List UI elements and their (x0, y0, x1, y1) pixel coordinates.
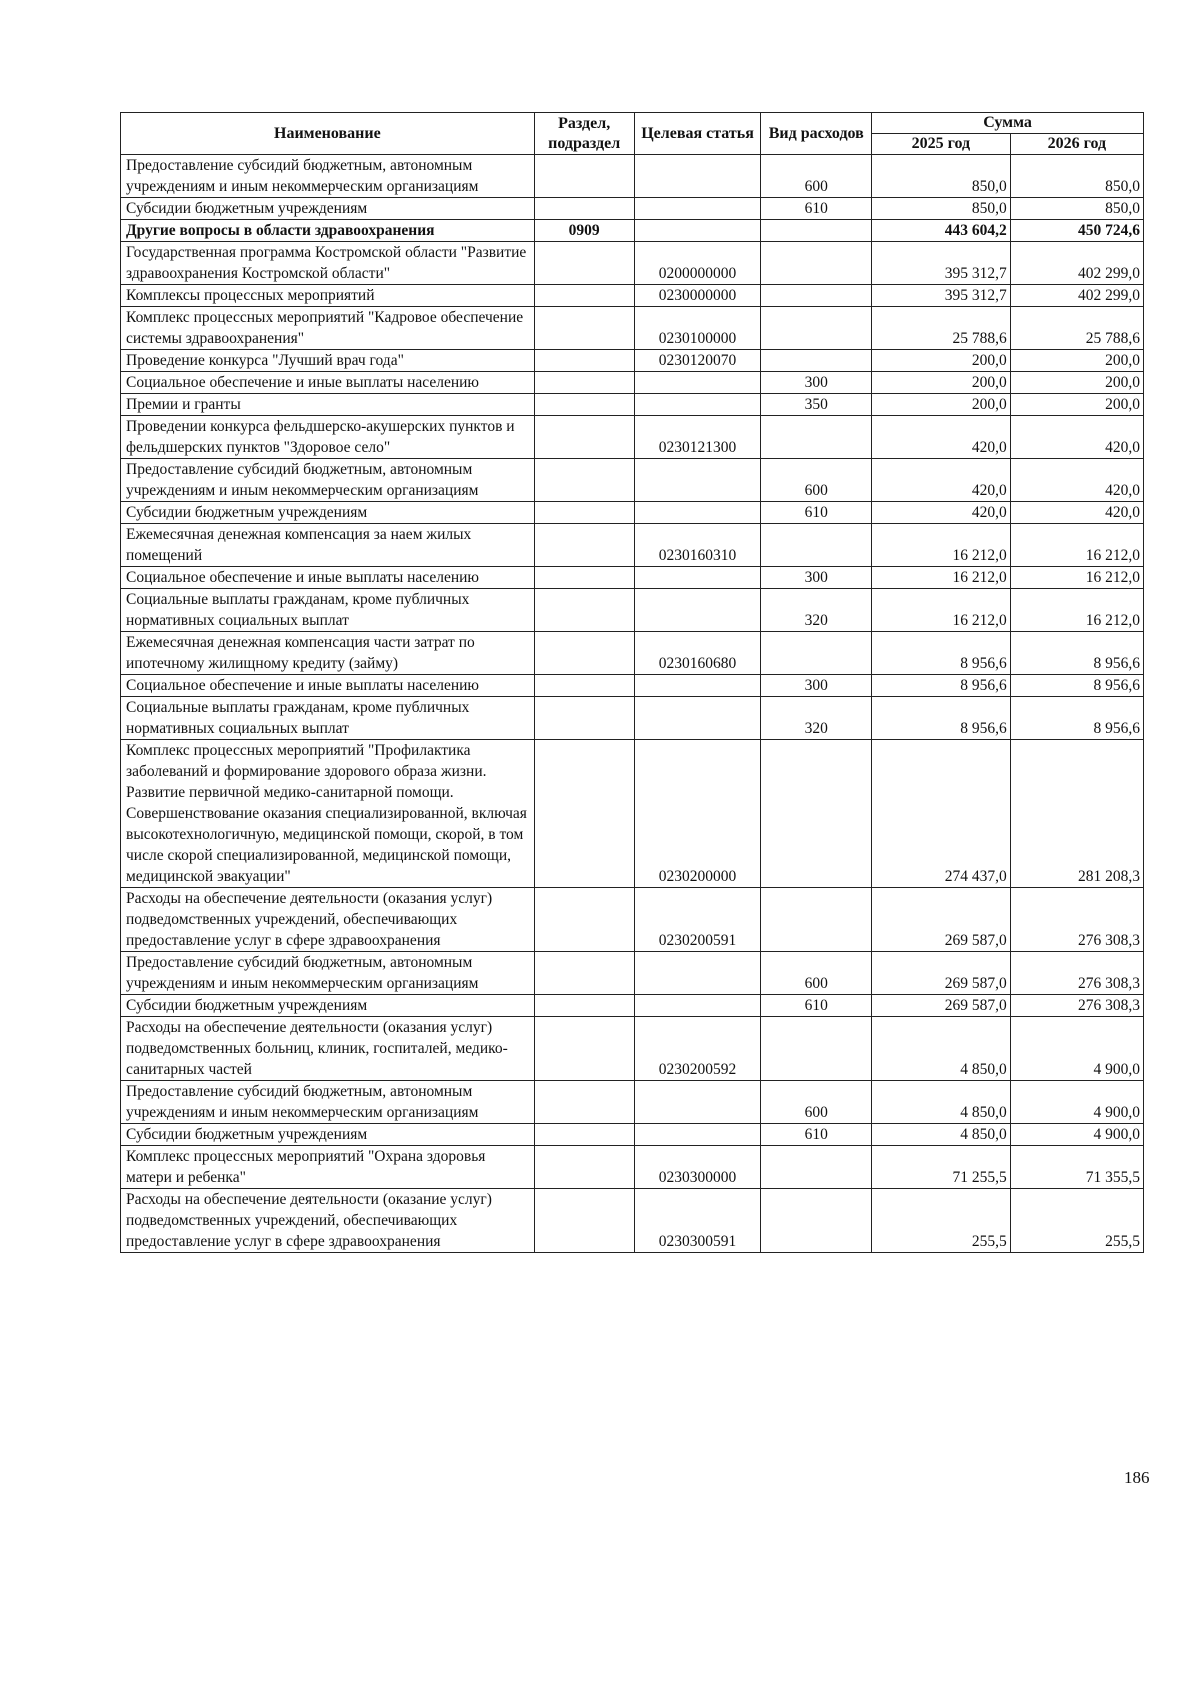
cell-2026: 16 212,0 (1010, 589, 1143, 632)
cell-kind (761, 416, 872, 459)
table-row (121, 155, 1144, 198)
cell-kind (761, 350, 872, 372)
cell-name: Социальное обеспечение и иные выплаты населению (121, 372, 535, 394)
cell-name: Социальное обеспечение и иные выплаты населению (121, 675, 535, 697)
cell-section (534, 155, 634, 198)
header-kind: Вид расходов (761, 113, 872, 155)
table-row (121, 740, 1144, 888)
table-row (121, 350, 1144, 372)
cell-target (634, 952, 761, 995)
table-row (121, 567, 1144, 589)
cell-name: Комплекс процессных мероприятий "Охрана здоровья матери и ребенка" (121, 1146, 535, 1189)
cell-2026: 200,0 (1010, 372, 1143, 394)
cell-2025: 4 850,0 (872, 1124, 1011, 1146)
cell-kind (761, 220, 872, 242)
header-sum: Сумма (872, 113, 1144, 134)
cell-target: 0230000000 (634, 285, 761, 307)
cell-target (634, 995, 761, 1017)
table-row (121, 198, 1144, 220)
cell-target: 0230100000 (634, 307, 761, 350)
cell-section (534, 372, 634, 394)
cell-2026: 276 308,3 (1010, 888, 1143, 952)
cell-name: Субсидии бюджетным учреждениям (121, 1124, 535, 1146)
cell-section (534, 285, 634, 307)
cell-2026: 850,0 (1010, 155, 1143, 198)
cell-2026: 71 355,5 (1010, 1146, 1143, 1189)
cell-name: Предоставление субсидий бюджетным, автономным учреждениям и иным некоммерческим организациям (121, 459, 535, 502)
table-row (121, 524, 1144, 567)
table-row (121, 220, 1144, 242)
cell-target (634, 198, 761, 220)
cell-section (534, 1081, 634, 1124)
cell-2026: 255,5 (1010, 1189, 1143, 1253)
cell-2026: 8 956,6 (1010, 697, 1143, 740)
cell-name: Комплексы процессных мероприятий (121, 285, 535, 307)
cell-name: Ежемесячная денежная компенсация части затрат по ипотечному жилищному кредиту (займу) (121, 632, 535, 675)
cell-name: Премии и гранты (121, 394, 535, 416)
cell-target (634, 220, 761, 242)
cell-2025: 395 312,7 (872, 242, 1011, 285)
cell-name: Субсидии бюджетным учреждениям (121, 502, 535, 524)
cell-target (634, 372, 761, 394)
cell-target: 0230300000 (634, 1146, 761, 1189)
cell-kind: 610 (761, 502, 872, 524)
header-year-2026: 2026 год (1010, 134, 1143, 155)
cell-target (634, 394, 761, 416)
header-section: Раздел, подраздел (534, 113, 634, 155)
cell-section (534, 1146, 634, 1189)
cell-kind: 350 (761, 394, 872, 416)
cell-section (534, 1124, 634, 1146)
budget-table (120, 112, 1144, 1253)
cell-target: 0230200592 (634, 1017, 761, 1081)
table-row (121, 372, 1144, 394)
cell-2025: 25 788,6 (872, 307, 1011, 350)
cell-2025: 420,0 (872, 416, 1011, 459)
cell-2025: 16 212,0 (872, 567, 1011, 589)
cell-target: 0230160310 (634, 524, 761, 567)
cell-kind: 300 (761, 567, 872, 589)
cell-section (534, 394, 634, 416)
cell-kind (761, 242, 872, 285)
cell-target: 0230121300 (634, 416, 761, 459)
cell-target (634, 675, 761, 697)
cell-target (634, 502, 761, 524)
cell-2026: 200,0 (1010, 394, 1143, 416)
cell-2025: 269 587,0 (872, 888, 1011, 952)
cell-kind (761, 1189, 872, 1253)
cell-section (534, 697, 634, 740)
table-row (121, 995, 1144, 1017)
cell-2025: 850,0 (872, 198, 1011, 220)
cell-section (534, 1189, 634, 1253)
cell-kind: 320 (761, 697, 872, 740)
cell-name: Предоставление субсидий бюджетным, автономным учреждениям и иным некоммерческим организациям (121, 155, 535, 198)
cell-target (634, 1124, 761, 1146)
cell-2026: 4 900,0 (1010, 1017, 1143, 1081)
cell-2026: 276 308,3 (1010, 952, 1143, 995)
cell-2025: 420,0 (872, 502, 1011, 524)
cell-2025: 16 212,0 (872, 589, 1011, 632)
cell-target (634, 459, 761, 502)
table-row (121, 675, 1144, 697)
cell-2025: 443 604,2 (872, 220, 1011, 242)
cell-section (534, 589, 634, 632)
table-row (121, 589, 1144, 632)
cell-kind (761, 1146, 872, 1189)
cell-kind: 300 (761, 372, 872, 394)
cell-section (534, 198, 634, 220)
cell-name: Ежемесячная денежная компенсация за наем жилых помещений (121, 524, 535, 567)
cell-2026: 8 956,6 (1010, 632, 1143, 675)
cell-2025: 200,0 (872, 372, 1011, 394)
table-body (121, 155, 1144, 1253)
cell-2026: 8 956,6 (1010, 675, 1143, 697)
cell-name: Проведении конкурса фельдшерско-акушерских пунктов и фельдшерских пунктов "Здоровое село" (121, 416, 535, 459)
cell-2026: 200,0 (1010, 350, 1143, 372)
cell-kind (761, 1017, 872, 1081)
cell-2026: 4 900,0 (1010, 1124, 1143, 1146)
cell-2025: 420,0 (872, 459, 1011, 502)
cell-2026: 402 299,0 (1010, 285, 1143, 307)
table-row (121, 1189, 1144, 1253)
cell-section (534, 740, 634, 888)
cell-2026: 16 212,0 (1010, 524, 1143, 567)
cell-2026: 276 308,3 (1010, 995, 1143, 1017)
table-row (121, 242, 1144, 285)
table-row (121, 285, 1144, 307)
cell-target: 0230300591 (634, 1189, 761, 1253)
cell-2026: 402 299,0 (1010, 242, 1143, 285)
cell-2025: 850,0 (872, 155, 1011, 198)
cell-kind: 600 (761, 459, 872, 502)
header-target: Целевая статья (634, 113, 761, 155)
cell-target (634, 589, 761, 632)
cell-2025: 255,5 (872, 1189, 1011, 1253)
cell-target (634, 155, 761, 198)
cell-kind: 610 (761, 1124, 872, 1146)
table-row (121, 952, 1144, 995)
cell-2026: 281 208,3 (1010, 740, 1143, 888)
table-row (121, 416, 1144, 459)
cell-2025: 4 850,0 (872, 1017, 1011, 1081)
header-year-2025: 2025 год (872, 134, 1011, 155)
cell-kind (761, 632, 872, 675)
cell-2026: 850,0 (1010, 198, 1143, 220)
cell-kind (761, 307, 872, 350)
cell-2025: 71 255,5 (872, 1146, 1011, 1189)
table-row (121, 1124, 1144, 1146)
header-row (121, 113, 1144, 134)
cell-name: Предоставление субсидий бюджетным, автономным учреждениям и иным некоммерческим организациям (121, 1081, 535, 1124)
cell-name: Государственная программа Костромской области "Развитие здравоохранения Костромской области" (121, 242, 535, 285)
cell-section (534, 242, 634, 285)
cell-name: Комплекс процессных мероприятий "Профилактика заболеваний и формирование здорового образа жизни. Развитие первичной медико-санитарной помощи. Совершенствование оказания специализированной, включая высокотехнологичную, медицинской помощи, скорой, в том числе скорой специализированной, медицинской помощи, медицинской эвакуации" (121, 740, 535, 888)
cell-name: Социальные выплаты гражданам, кроме публичных нормативных социальных выплат (121, 697, 535, 740)
cell-target (634, 697, 761, 740)
cell-name: Предоставление субсидий бюджетным, автономным учреждениям и иным некоммерческим организациям (121, 952, 535, 995)
cell-2025: 269 587,0 (872, 952, 1011, 995)
cell-section (534, 459, 634, 502)
cell-section (534, 416, 634, 459)
cell-kind: 320 (761, 589, 872, 632)
cell-2025: 4 850,0 (872, 1081, 1011, 1124)
cell-kind: 610 (761, 198, 872, 220)
cell-section (534, 888, 634, 952)
table-row (121, 697, 1144, 740)
table-row (121, 307, 1144, 350)
cell-target: 0230160680 (634, 632, 761, 675)
cell-name: Социальное обеспечение и иные выплаты населению (121, 567, 535, 589)
table-row (121, 888, 1144, 952)
cell-2025: 8 956,6 (872, 675, 1011, 697)
cell-2025: 395 312,7 (872, 285, 1011, 307)
cell-kind: 300 (761, 675, 872, 697)
table-row (121, 502, 1144, 524)
cell-2025: 200,0 (872, 350, 1011, 372)
cell-target: 0230200591 (634, 888, 761, 952)
cell-name: Расходы на обеспечение деятельности (оказания услуг) подведомственных учреждений, обеспечивающих предоставление услуг в сфере здравоохранения (121, 888, 535, 952)
cell-name: Социальные выплаты гражданам, кроме публичных нормативных социальных выплат (121, 589, 535, 632)
cell-2026: 450 724,6 (1010, 220, 1143, 242)
table-row (121, 459, 1144, 502)
cell-target: 0230200000 (634, 740, 761, 888)
cell-name: Комплекс процессных мероприятий "Кадровое обеспечение системы здравоохранения" (121, 307, 535, 350)
cell-kind (761, 888, 872, 952)
cell-section (534, 952, 634, 995)
cell-target (634, 567, 761, 589)
cell-section (534, 675, 634, 697)
cell-section: 0909 (534, 220, 634, 242)
cell-name: Другие вопросы в области здравоохранения (121, 220, 535, 242)
cell-kind (761, 285, 872, 307)
cell-2025: 200,0 (872, 394, 1011, 416)
cell-section (534, 350, 634, 372)
cell-target: 0230120070 (634, 350, 761, 372)
cell-2026: 25 788,6 (1010, 307, 1143, 350)
cell-name: Субсидии бюджетным учреждениям (121, 198, 535, 220)
table-row (121, 1146, 1144, 1189)
cell-kind: 610 (761, 995, 872, 1017)
header-name: Наименование (121, 113, 535, 155)
table-row (121, 394, 1144, 416)
cell-2025: 274 437,0 (872, 740, 1011, 888)
page-number: 186 (1124, 1468, 1150, 1487)
cell-2026: 420,0 (1010, 459, 1143, 502)
cell-2025: 8 956,6 (872, 697, 1011, 740)
cell-section (534, 632, 634, 675)
cell-section (534, 995, 634, 1017)
cell-section (534, 524, 634, 567)
cell-2025: 8 956,6 (872, 632, 1011, 675)
cell-2026: 4 900,0 (1010, 1081, 1143, 1124)
table-row (121, 1081, 1144, 1124)
cell-kind: 600 (761, 1081, 872, 1124)
table-row (121, 1017, 1144, 1081)
cell-section (534, 1017, 634, 1081)
cell-section (534, 567, 634, 589)
cell-kind (761, 740, 872, 888)
table-row (121, 632, 1144, 675)
cell-section (534, 307, 634, 350)
cell-kind: 600 (761, 155, 872, 198)
cell-name: Расходы на обеспечение деятельности (оказания услуг) подведомственных больниц, клиник, госпиталей, медико-санитарных частей (121, 1017, 535, 1081)
cell-2025: 269 587,0 (872, 995, 1011, 1017)
cell-target: 0200000000 (634, 242, 761, 285)
cell-kind (761, 524, 872, 567)
cell-target (634, 1081, 761, 1124)
cell-2026: 16 212,0 (1010, 567, 1143, 589)
cell-name: Проведение конкурса "Лучший врач года" (121, 350, 535, 372)
cell-name: Субсидии бюджетным учреждениям (121, 995, 535, 1017)
cell-2025: 16 212,0 (872, 524, 1011, 567)
cell-section (534, 502, 634, 524)
cell-name: Расходы на обеспечение деятельности (оказание услуг) подведомственных учреждений, обеспечивающих предоставление услуг в сфере здравоохранения (121, 1189, 535, 1253)
cell-2026: 420,0 (1010, 502, 1143, 524)
cell-kind: 600 (761, 952, 872, 995)
cell-2026: 420,0 (1010, 416, 1143, 459)
